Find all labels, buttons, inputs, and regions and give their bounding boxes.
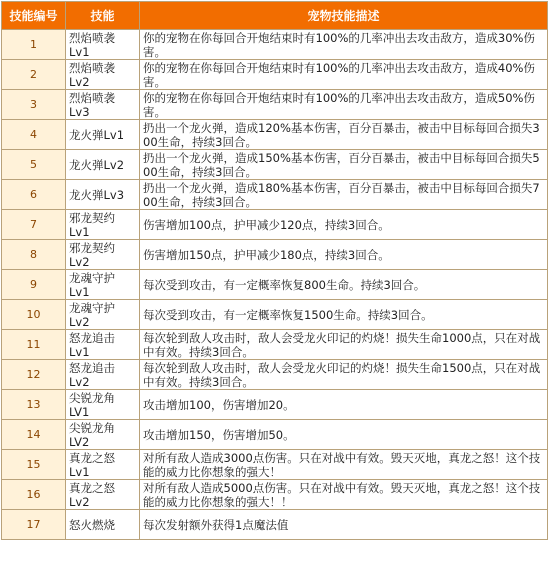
skill-number-cell: 7: [2, 210, 66, 240]
skill-name-cell: 烈焰喷袭 Lv1: [66, 30, 140, 60]
skill-name-cell: 烈焰喷袭 Lv3: [66, 90, 140, 120]
skill-description-cell: 扔出一个龙火弹，造成150%基本伤害，百分百暴击，被击中目标每回合损失500生命，持续3回合。: [140, 150, 548, 180]
skill-name-cell: 龙火弹Lv2: [66, 150, 140, 180]
skill-number-cell: 6: [2, 180, 66, 210]
header-skill-number: 技能编号: [2, 2, 66, 30]
skill-description-cell: 伤害增加150点，护甲减少180点，持续3回合。: [140, 240, 548, 270]
skill-number-cell: 1: [2, 30, 66, 60]
skill-description-cell: 你的宠物在你每回合开炮结束时有100%的几率冲出去攻击敌方，造成40%伤害。: [140, 60, 548, 90]
skill-description-cell: 扔出一个龙火弹，造成120%基本伤害，百分百暴击，被击中目标每回合损失300生命，持续3回合。: [140, 120, 548, 150]
skill-number-cell: 8: [2, 240, 66, 270]
skill-name-cell: 龙魂守护 Lv1: [66, 270, 140, 300]
skill-name-cell: 邪龙契约 Lv2: [66, 240, 140, 270]
table-row: [2, 30, 548, 60]
skill-name-cell: 龙火弹Lv3: [66, 180, 140, 210]
skill-table-body: [2, 30, 548, 540]
skill-description-cell: 每次发射额外获得1点魔法值: [140, 510, 548, 540]
skill-number-cell: 2: [2, 60, 66, 90]
table-row: [2, 60, 548, 90]
skill-table-container: [1, 1, 547, 540]
skill-name-cell: 怒龙追击 Lv1: [66, 330, 140, 360]
skill-description-cell: 你的宠物在你每回合开炮结束时有100%的几率冲出去攻击敌方，造成30%伤害。: [140, 30, 548, 60]
table-row: [2, 210, 548, 240]
skill-description-cell: 每次轮到敌人攻击时，敌人会受龙火印记的灼烧！损失生命1000点，只在对战中有效。持续3回合。: [140, 330, 548, 360]
table-row: [2, 360, 548, 390]
table-row: [2, 480, 548, 510]
skill-description-cell: 每次受到攻击，有一定概率恢复1500生命。持续3回合。: [140, 300, 548, 330]
skill-number-cell: 14: [2, 420, 66, 450]
skill-number-cell: 4: [2, 120, 66, 150]
skill-name-cell: 真龙之怒 Lv2: [66, 480, 140, 510]
skill-number-cell: 16: [2, 480, 66, 510]
skill-name-cell: 怒龙追击 Lv2: [66, 360, 140, 390]
skill-name-cell: 邪龙契约 Lv1: [66, 210, 140, 240]
table-row: [2, 390, 548, 420]
skill-name-cell: 真龙之怒 Lv1: [66, 450, 140, 480]
skill-description-cell: 你的宠物在你每回合开炮结束时有100%的几率冲出去攻击敌方，造成50%伤害。: [140, 90, 548, 120]
table-row: [2, 300, 548, 330]
skill-number-cell: 17: [2, 510, 66, 540]
skill-number-cell: 5: [2, 150, 66, 180]
skill-name-cell: 怒火燃烧: [66, 510, 140, 540]
table-row: [2, 330, 548, 360]
table-row: [2, 420, 548, 450]
header-skill-name: 技能: [66, 2, 140, 30]
skill-number-cell: 13: [2, 390, 66, 420]
skill-description-cell: 对所有敌人造成3000点伤害。只在对战中有效。毁天灭地，真龙之怒！这个技能的威力比你想象的强大！: [140, 450, 548, 480]
skill-description-cell: 对所有敌人造成5000点伤害。只在对战中有效。毁天灭地，真龙之怒！这个技能的威力比你想象的强大！！: [140, 480, 548, 510]
skill-description-cell: 每次受到攻击，有一定概率恢复800生命。持续3回合。: [140, 270, 548, 300]
skill-number-cell: 12: [2, 360, 66, 390]
table-row: [2, 150, 548, 180]
table-header-row: [2, 2, 548, 30]
skill-number-cell: 3: [2, 90, 66, 120]
table-row: [2, 180, 548, 210]
table-row: [2, 270, 548, 300]
skill-name-cell: 尖锐龙角 LV2: [66, 420, 140, 450]
skill-description-cell: 每次轮到敌人攻击时，敌人会受龙火印记的灼烧！损失生命1500点，只在对战中有效。持续3回合。: [140, 360, 548, 390]
skill-number-cell: 9: [2, 270, 66, 300]
skill-name-cell: 尖锐龙角 LV1: [66, 390, 140, 420]
table-row: [2, 450, 548, 480]
table-row: [2, 240, 548, 270]
table-row: [2, 90, 548, 120]
pet-skill-table: [1, 1, 548, 540]
skill-name-cell: 龙魂守护 Lv2: [66, 300, 140, 330]
skill-description-cell: 扔出一个龙火弹，造成180%基本伤害，百分百暴击，被击中目标每回合损失700生命，持续3回合。: [140, 180, 548, 210]
skill-description-cell: 攻击增加150，伤害增加50。: [140, 420, 548, 450]
table-row: [2, 510, 548, 540]
header-skill-description: 宠物技能描述: [140, 2, 548, 30]
skill-number-cell: 11: [2, 330, 66, 360]
skill-number-cell: 15: [2, 450, 66, 480]
skill-description-cell: 攻击增加100，伤害增加20。: [140, 390, 548, 420]
skill-name-cell: 龙火弹Lv1: [66, 120, 140, 150]
skill-number-cell: 10: [2, 300, 66, 330]
skill-description-cell: 伤害增加100点，护甲减少120点，持续3回合。: [140, 210, 548, 240]
table-row: [2, 120, 548, 150]
skill-name-cell: 烈焰喷袭 Lv2: [66, 60, 140, 90]
